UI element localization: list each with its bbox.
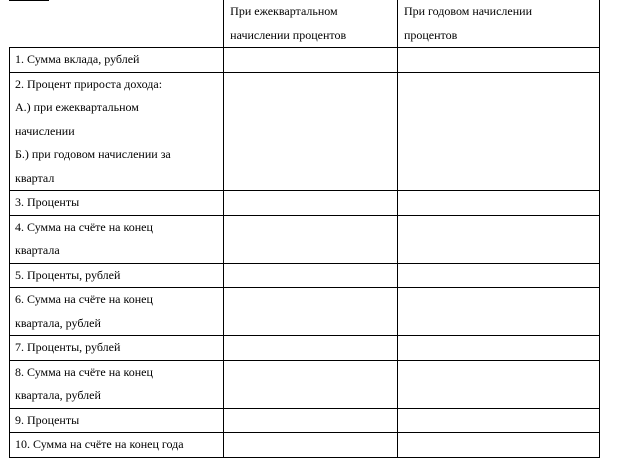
deposit-comparison-table [9, 0, 600, 458]
header-yearly: При годовом начислении процентов [397, 0, 599, 48]
row-label: 4. Сумма на счёте на конец квартала [10, 215, 224, 263]
cell-yearly[interactable] [397, 336, 599, 361]
cell-yearly[interactable] [397, 215, 599, 263]
row-label: 5. Проценты, рублей [10, 263, 224, 288]
table-row [10, 263, 600, 288]
cell-quarterly[interactable] [224, 288, 398, 336]
table-row [10, 191, 600, 216]
cell-quarterly[interactable] [224, 433, 398, 458]
cell-yearly[interactable] [397, 263, 599, 288]
table-row [10, 48, 600, 73]
row-label: 1. Сумма вклада, рублей [10, 48, 224, 73]
cell-quarterly[interactable] [224, 48, 398, 73]
table-row [10, 215, 600, 263]
row-label: 9. Проценты [10, 408, 224, 433]
cell-quarterly[interactable] [224, 360, 398, 408]
row-label: 3. Проценты [10, 191, 224, 216]
table-header-row [10, 0, 600, 48]
table-row [10, 336, 600, 361]
table-row [10, 433, 600, 458]
table-row [10, 360, 600, 408]
cell-quarterly[interactable] [224, 408, 398, 433]
table-row [10, 72, 600, 191]
cell-yearly[interactable] [397, 48, 599, 73]
table-row [10, 288, 600, 336]
cell-yearly[interactable] [397, 288, 599, 336]
cell-quarterly[interactable] [224, 215, 398, 263]
cell-yearly[interactable] [397, 191, 599, 216]
cell-yearly[interactable] [397, 72, 599, 191]
cell-quarterly[interactable] [224, 263, 398, 288]
cell-yearly[interactable] [397, 360, 599, 408]
row-label: 7. Проценты, рублей [10, 336, 224, 361]
row-label: 10. Сумма на счёте на конец года [10, 433, 224, 458]
table-row [10, 408, 600, 433]
row-label: 8. Сумма на счёте на конец квартала, рублей [10, 360, 224, 408]
cell-yearly[interactable] [397, 433, 599, 458]
header-corner-cell [10, 0, 224, 48]
row-label: 6. Сумма на счёте на конец квартала, рублей [10, 288, 224, 336]
row-label: 2. Процент прироста дохода: А.) при ежеквартальном начислении Б.) при годовом начислении за квартал [10, 72, 224, 191]
cell-quarterly[interactable] [224, 336, 398, 361]
header-quarterly: При ежеквартальном начислении процентов [224, 0, 398, 48]
cell-quarterly[interactable] [224, 72, 398, 191]
cell-quarterly[interactable] [224, 191, 398, 216]
cell-yearly[interactable] [397, 408, 599, 433]
